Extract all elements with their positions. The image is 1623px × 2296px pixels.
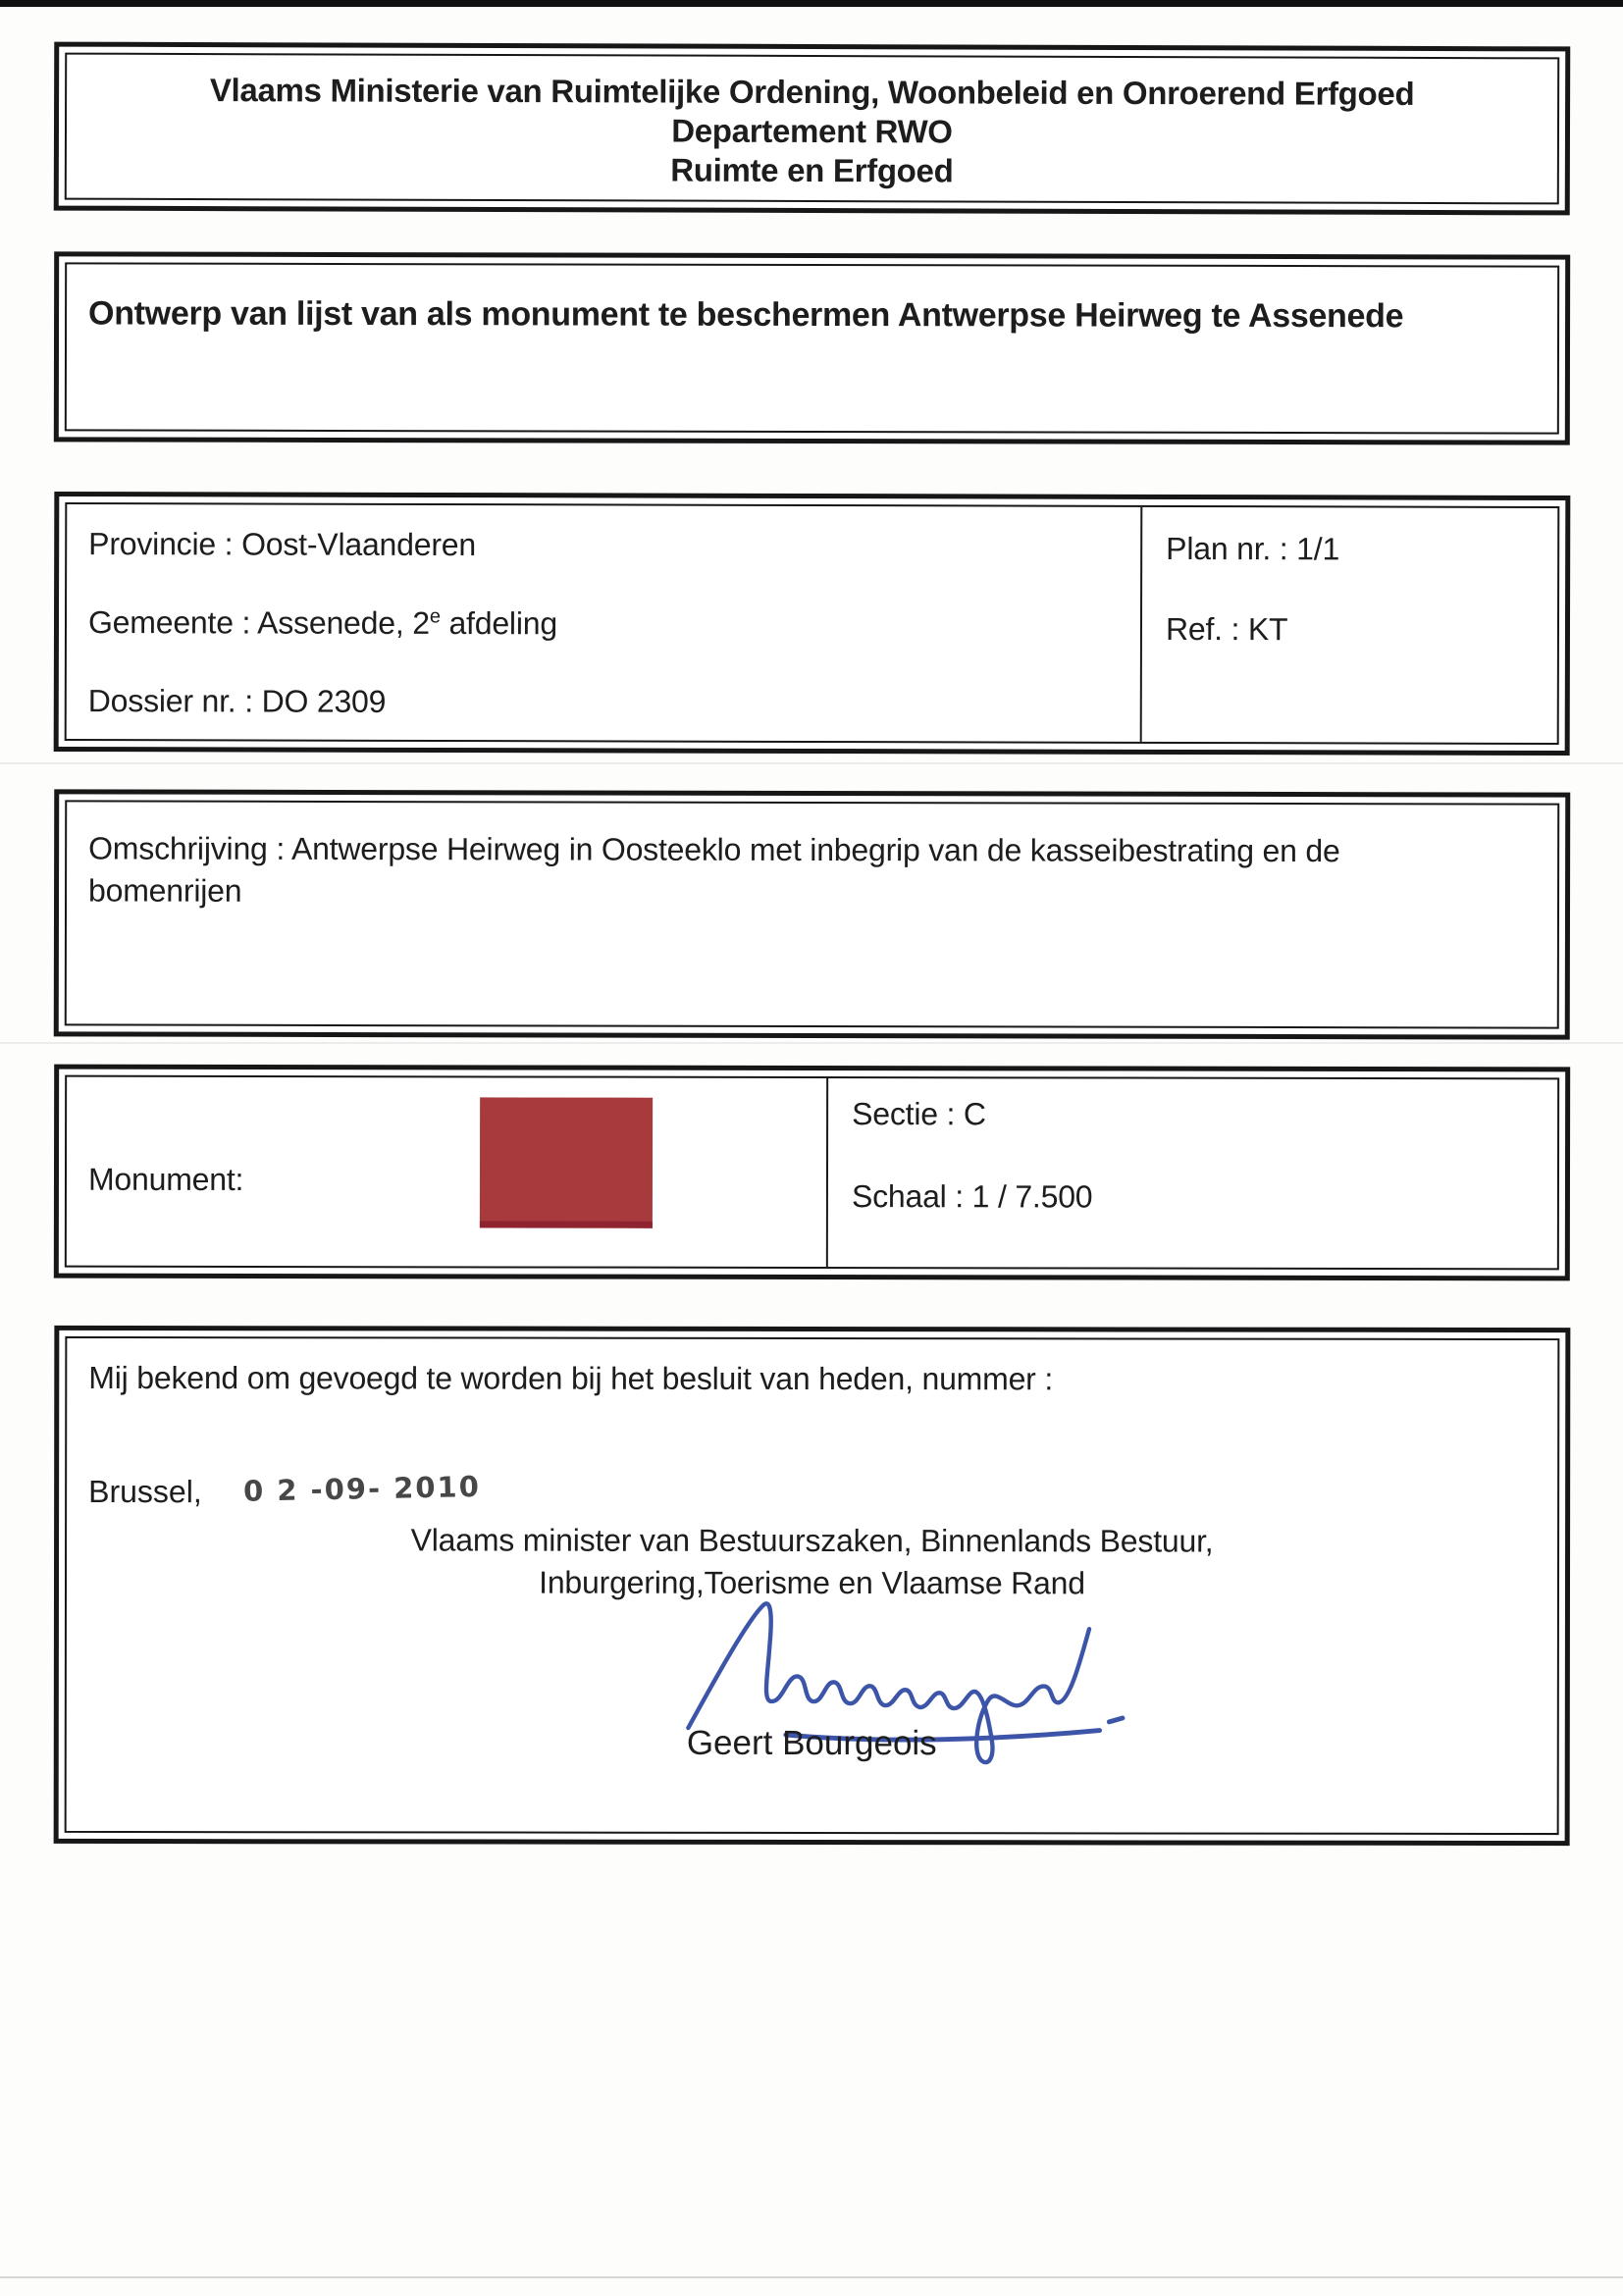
minister-title-line1: Vlaams minister van Bestuurszaken, Binnenlands Bestuur, bbox=[410, 1522, 1214, 1559]
dossier-info-right-column bbox=[1140, 507, 1558, 743]
monument-color-swatch bbox=[480, 1097, 653, 1227]
besluit-signature-box bbox=[54, 1326, 1571, 1846]
provincie-field: Provincie : Oost-Vlaanderen bbox=[88, 526, 477, 563]
ministry-header-box bbox=[54, 42, 1571, 216]
agency-name: Ruimte en Erfgoed bbox=[670, 151, 954, 189]
ministry-name: Vlaams Ministerie van Ruimtelijke Ordening, Woonbeleid en Onroerend Erfgoed bbox=[209, 72, 1415, 112]
scan-edge-artifact bbox=[0, 0, 1623, 7]
monument-legend-left bbox=[67, 1077, 826, 1267]
city-label: Brussel, bbox=[88, 1473, 202, 1510]
document-title-inner bbox=[65, 262, 1559, 434]
omschrijving-inner bbox=[65, 800, 1559, 1028]
gemeente-superscript: e bbox=[429, 605, 441, 628]
dossier-info-left-column bbox=[67, 504, 1163, 742]
minister-title-line2: Inburgering,Toerisme en Vlaamse Rand bbox=[539, 1564, 1085, 1601]
scan-artifact-line bbox=[0, 2276, 1623, 2278]
signatory-name: Geert Bourgeois bbox=[686, 1723, 937, 1763]
ministry-header-inner bbox=[65, 53, 1559, 205]
department-name: Departement RWO bbox=[671, 112, 953, 150]
monument-legend-inner bbox=[65, 1075, 1559, 1271]
dossier-info-box bbox=[54, 492, 1571, 756]
ref-field: Ref. : KT bbox=[1165, 610, 1288, 648]
besluit-signature-inner bbox=[65, 1336, 1560, 1835]
document-title: Ontwerp van lijst van als monument te beschermen Antwerpse Heirweg te Assenede bbox=[88, 294, 1404, 336]
scan-artifact-line bbox=[0, 1042, 1623, 1044]
omschrijving-text: Omschrijving : Antwerpse Heirweg in Oosteeklo met inbegrip van de kasseibestrating en de bomenrijen bbox=[88, 830, 1340, 909]
monument-label: Monument: bbox=[87, 1161, 244, 1197]
document-title-box bbox=[54, 251, 1570, 444]
monument-legend-box bbox=[54, 1065, 1570, 1281]
city-date-row bbox=[88, 1470, 481, 1511]
gemeente-suffix: afdeling bbox=[440, 605, 558, 642]
schaal-field: Schaal : 1 / 7.500 bbox=[851, 1178, 1093, 1215]
gemeente-text: Gemeente : Assenede, 2 bbox=[87, 604, 430, 641]
date-stamp: 0 2 -09- 2010 bbox=[242, 1470, 481, 1508]
plan-nr-field: Plan nr. : 1/1 bbox=[1166, 530, 1340, 567]
dossier-nr-field: Dossier nr. : DO 2309 bbox=[87, 683, 387, 719]
besluit-intro-text: Mij bekend om gevoegd te worden bij het besluit van heden, nummer : bbox=[88, 1359, 1054, 1397]
dossier-info-inner bbox=[65, 502, 1560, 745]
sectie-field: Sectie : C bbox=[852, 1096, 986, 1132]
gemeente-field bbox=[88, 604, 1162, 643]
monument-legend-right bbox=[826, 1078, 1557, 1268]
scan-artifact-line bbox=[0, 762, 1623, 764]
omschrijving-box bbox=[54, 789, 1571, 1039]
